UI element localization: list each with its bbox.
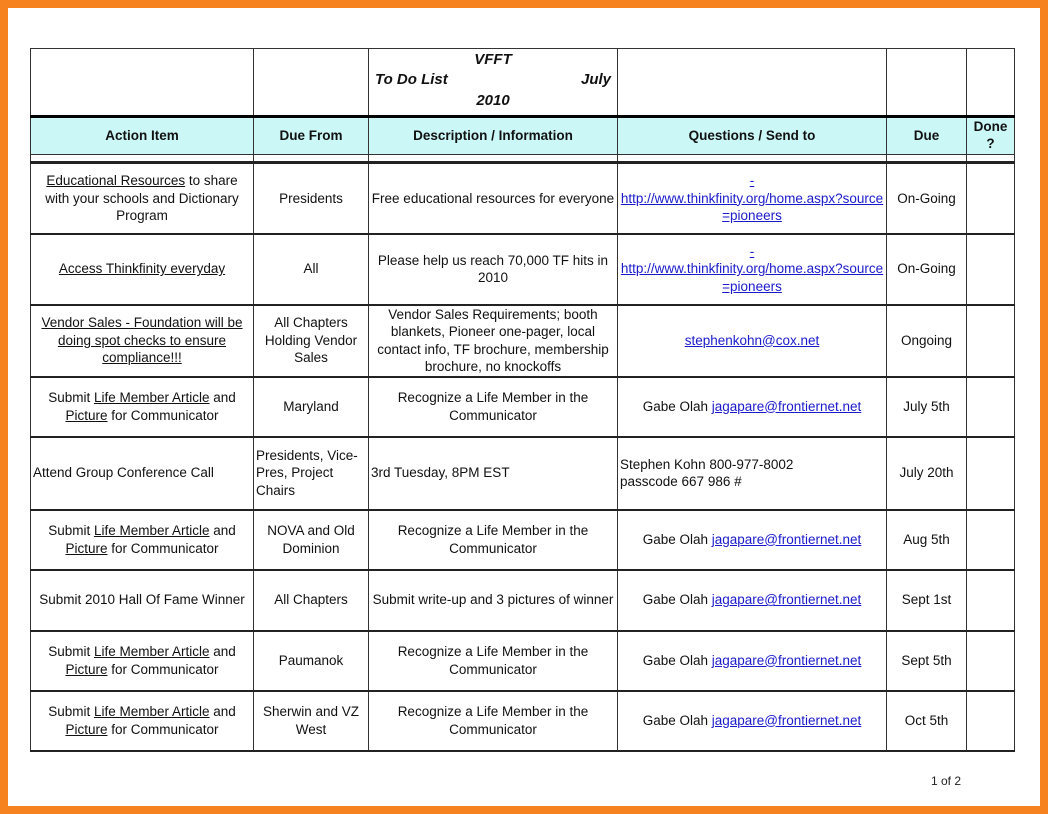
- done-checkbox-cell[interactable]: [967, 510, 1015, 570]
- description-cell: Recognize a Life Member in the Communicator: [369, 510, 618, 570]
- underlined-text: Life Member Article: [93, 644, 210, 659]
- title-list: To Do List: [375, 71, 448, 88]
- underlined-text: Picture: [65, 540, 108, 556]
- done-checkbox-cell[interactable]: [967, 437, 1015, 510]
- header-action-item: Action Item: [31, 117, 254, 155]
- text-segment: to share with your schools and Dictionary Program: [45, 173, 239, 223]
- email-or-url-link[interactable]: jagapare@frontiernet.net: [711, 652, 862, 668]
- email-or-url-link[interactable]: jagapare@frontiernet.net: [711, 398, 862, 414]
- send-to-cell: [618, 510, 887, 570]
- send-to-cell: [618, 377, 887, 437]
- email-or-url-link[interactable]: jagapare@frontiernet.net: [711, 531, 862, 547]
- text-segment: Gabe Olah: [642, 712, 712, 728]
- title-cell: [369, 49, 618, 117]
- action-item-cell: [31, 510, 254, 570]
- done-checkbox-cell[interactable]: [967, 305, 1015, 377]
- done-checkbox-cell[interactable]: [967, 691, 1015, 751]
- due-from-cell: Sherwin and VZ West: [254, 691, 369, 751]
- due-from-cell: All Chapters Holding Vendor Sales: [254, 305, 369, 377]
- send-to-cell: [618, 437, 887, 510]
- send-to-cell: [618, 691, 887, 751]
- underlined-text: Picture: [65, 721, 108, 737]
- title-year: 2010: [476, 92, 510, 109]
- email-or-url-link[interactable]: stephenkohn@cox.net: [684, 332, 820, 348]
- description-cell: Submit write-up and 3 pictures of winner: [369, 570, 618, 631]
- text-segment: Submit: [48, 644, 94, 659]
- due-cell: July 20th: [887, 437, 967, 510]
- action-item-cell: [31, 691, 254, 751]
- due-cell: Ongoing: [887, 305, 967, 377]
- done-checkbox-cell[interactable]: [967, 377, 1015, 437]
- underlined-text: Picture: [65, 407, 108, 423]
- due-cell: Aug 5th: [887, 510, 967, 570]
- text-segment: for Communicator: [107, 721, 219, 737]
- email-or-url-link[interactable]: jagapare@frontiernet.net: [711, 592, 862, 608]
- action-item-cell: [31, 570, 254, 631]
- table-row: [31, 377, 1015, 437]
- due-from-cell: All Chapters: [254, 570, 369, 631]
- title-org: VFFT: [474, 51, 512, 68]
- text-segment: passcode 667 986 #: [620, 474, 742, 489]
- action-item-cell: [31, 163, 254, 234]
- title-month: July: [580, 71, 611, 88]
- text-segment: for Communicator: [107, 407, 219, 423]
- action-item-cell: [31, 377, 254, 437]
- email-or-url-link[interactable]: -: [749, 173, 755, 188]
- todo-table: [30, 48, 1015, 752]
- text-segment: Gabe Olah: [642, 398, 712, 414]
- table-row: [31, 163, 1015, 234]
- text-segment: for Communicator: [107, 540, 219, 556]
- due-from-cell: NOVA and Old Dominion: [254, 510, 369, 570]
- table-row: [31, 631, 1015, 691]
- header-done: Done ?: [967, 117, 1015, 155]
- table-row: [31, 234, 1015, 305]
- text-segment: Stephen Kohn 800-977-8002: [620, 456, 794, 472]
- table-row: [31, 437, 1015, 510]
- header-description: Description / Information: [369, 117, 618, 155]
- text-segment: and: [209, 390, 236, 405]
- underlined-text: Life Member Article: [93, 704, 210, 719]
- email-or-url-link[interactable]: -: [749, 243, 755, 259]
- header-row: [31, 117, 1015, 155]
- due-cell: July 5th: [887, 377, 967, 437]
- underlined-text: Vendor Sales - Foundation will be doing spot checks to ensure compliance!!!: [41, 315, 243, 366]
- due-from-cell: Presidents, Vice-Pres, Project Chairs: [254, 437, 369, 510]
- done-checkbox-cell[interactable]: [967, 234, 1015, 305]
- send-to-cell: [618, 631, 887, 691]
- text-segment: Gabe Olah: [642, 592, 712, 608]
- done-checkbox-cell[interactable]: [967, 631, 1015, 691]
- table-row: [31, 305, 1015, 377]
- text-segment: Submit: [48, 704, 94, 719]
- due-from-cell: Presidents: [254, 163, 369, 234]
- underlined-text: Life Member Article: [93, 523, 210, 538]
- send-to-cell: [618, 570, 887, 631]
- description-cell: Free educational resources for everyone: [369, 163, 618, 234]
- email-or-url-link[interactable]: http://www.thinkfinity.org/home.aspx?source=pioneers: [620, 190, 884, 223]
- due-cell: Sept 1st: [887, 570, 967, 631]
- underlined-text: Access Thinkfinity everyday: [58, 261, 226, 277]
- text-segment: Gabe Olah: [642, 531, 712, 547]
- action-item-cell: [31, 234, 254, 305]
- table-row: [31, 570, 1015, 631]
- text-segment: for Communicator: [107, 661, 219, 677]
- email-or-url-link[interactable]: jagapare@frontiernet.net: [711, 712, 862, 728]
- action-item-cell: [31, 631, 254, 691]
- done-checkbox-cell[interactable]: [967, 163, 1015, 234]
- description-cell: Recognize a Life Member in the Communicator: [369, 631, 618, 691]
- text-segment: Gabe Olah: [642, 652, 712, 668]
- email-or-url-link[interactable]: http://www.thinkfinity.org/home.aspx?source=pioneers: [620, 261, 884, 294]
- due-cell: On-Going: [887, 163, 967, 234]
- due-cell: On-Going: [887, 234, 967, 305]
- text-segment: Submit: [48, 390, 94, 405]
- action-item-cell: [31, 305, 254, 377]
- underlined-text: Educational Resources: [46, 173, 186, 188]
- text-segment: Attend Group Conference Call: [33, 465, 214, 481]
- page-number: 1 of 2: [931, 774, 962, 788]
- description-cell: Recognize a Life Member in the Communicator: [369, 377, 618, 437]
- underlined-text: Picture: [65, 661, 108, 677]
- text-segment: and: [209, 704, 236, 719]
- text-segment: Submit: [48, 523, 94, 538]
- title-row: [31, 49, 1015, 117]
- due-cell: Oct 5th: [887, 691, 967, 751]
- header-due-from: Due From: [254, 117, 369, 155]
- due-from-cell: Maryland: [254, 377, 369, 437]
- description-cell: Vendor Sales Requirements; booth blankets, Pioneer one-pager, local contact info, TF brochure, membership brochure, no knockoffs: [369, 305, 618, 377]
- send-to-cell: [618, 305, 887, 377]
- header-due: Due: [887, 117, 967, 155]
- send-to-cell: [618, 163, 887, 234]
- text-segment: Submit 2010 Hall Of Fame Winner: [39, 592, 245, 608]
- due-from-cell: All: [254, 234, 369, 305]
- header-send-to: Questions / Send to: [618, 117, 887, 155]
- due-cell: Sept 5th: [887, 631, 967, 691]
- text-segment: and: [209, 523, 236, 538]
- due-from-cell: Paumanok: [254, 631, 369, 691]
- underlined-text: Life Member Article: [93, 390, 210, 405]
- done-checkbox-cell[interactable]: [967, 570, 1015, 631]
- spacer-row: [31, 155, 1015, 163]
- send-to-cell: [618, 234, 887, 305]
- action-item-cell: [31, 437, 254, 510]
- table-row: [31, 691, 1015, 751]
- description-cell: 3rd Tuesday, 8PM EST: [369, 437, 618, 510]
- table-row: [31, 510, 1015, 570]
- description-cell: Please help us reach 70,000 TF hits in 2010: [369, 234, 618, 305]
- description-cell: Recognize a Life Member in the Communicator: [369, 691, 618, 751]
- text-segment: and: [209, 644, 236, 659]
